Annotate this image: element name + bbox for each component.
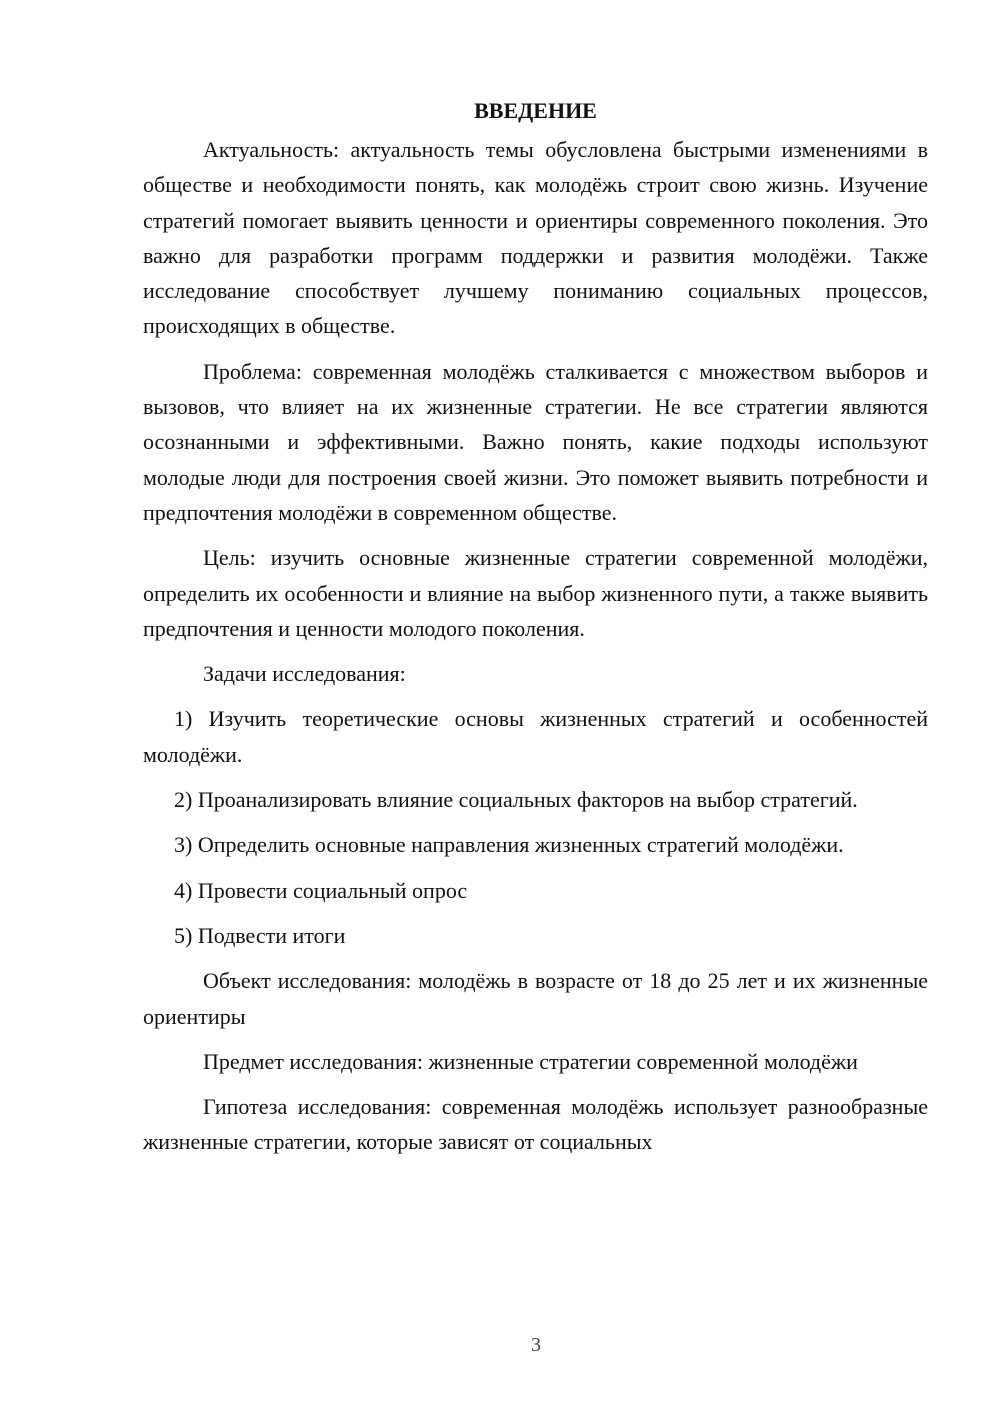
- task-item-2: 2) Проанализировать влияние социальных факторов на выбор стратегий.: [174, 787, 858, 813]
- document-page: [143, 96, 928, 1170]
- tasks-heading: Задачи исследования:: [203, 661, 406, 687]
- paragraph-hypothesis: Гипотеза исследования: современная молодёжь использует разнообразные жизненные стратегии, которые зависят от социальных: [143, 1094, 928, 1155]
- task-item-1: 1) Изучить теоретические основы жизненных стратегий и особенностей молодёжи.: [143, 706, 928, 767]
- paragraph-goal: Цель: изучить основные жизненные стратегии современной молодёжи, определить их особенности и влияние на выбор жизненного пути, а также выявить предпочтения и ценности молодого поколения.: [143, 545, 928, 641]
- paragraph-subject: Предмет исследования: жизненные стратегии современной молодёжи: [203, 1048, 858, 1074]
- page-number: 3: [531, 1334, 541, 1356]
- paragraph-problem: Проблема: современная молодёжь сталкивается с множеством выборов и вызовов, что влияет на их жизненные стратегии. Не все стратегии являются осознанными и эффективными. Важно понять, какие подходы используют молодые люди для построения своей жизни. Это поможет выявить потребности и предпочтения молодёжи в современном обществе.: [143, 358, 928, 525]
- task-item-3: 3) Определить основные направления жизненных стратегий молодёжи.: [174, 832, 844, 858]
- paragraph-relevance: Актуальность: актуальность темы обусловлена быстрыми изменениями в обществе и необходимости понять, как молодёжь строит свою жизнь. Изучение стратегий помогает выявить ценности и ориентиры современного поколения. Это важно для разработки программ поддержки и развития молодёжи. Также исследование способствует лучшему пониманию социальных процессов, происходящих в обществе.: [143, 137, 928, 339]
- paragraph-object: Объект исследования: молодёжь в возрасте от 18 до 25 лет и их жизненные ориентиры: [143, 968, 928, 1029]
- section-title: ВВЕДЕНИЕ: [474, 98, 597, 123]
- task-item-5: 5) Подвести итоги: [174, 922, 346, 948]
- task-item-4: 4) Провести социальный опрос: [174, 877, 468, 903]
